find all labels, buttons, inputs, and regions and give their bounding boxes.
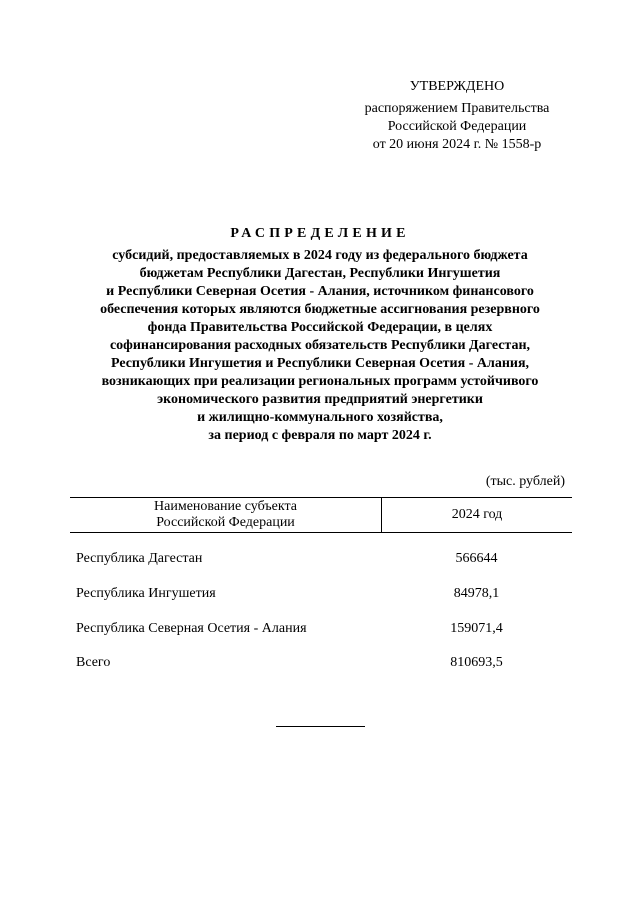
row-subject: Республика Ингушетия xyxy=(76,586,216,601)
subtitle-line: фонда Правительства Российской Федерации, в целях xyxy=(147,320,493,335)
subtitle-line: экономического развития предприятий энергетики xyxy=(157,392,483,407)
row-subject: Республика Дагестан xyxy=(76,551,203,566)
table-header xyxy=(70,497,572,533)
subtitle-line: за период с февраля по март 2024 г. xyxy=(208,428,432,443)
row-subject: Республика Северная Осетия - Алания xyxy=(76,621,307,636)
approval-line: распоряжением Правительства xyxy=(364,101,550,116)
document-title: РАСПРЕДЕЛЕНИЕ xyxy=(230,226,410,241)
end-divider xyxy=(276,726,365,727)
table-row xyxy=(70,619,572,639)
subtitle-line: Республики Ингушетия и Республики Северная Осетия - Алания, xyxy=(110,356,530,371)
subtitle-line: софинансирования расходных обязательств Республики Дагестан, xyxy=(109,338,531,353)
row-value: 84978,1 xyxy=(453,586,500,601)
table-row-total xyxy=(70,653,572,673)
subtitle-line: обеспечения которых являются бюджетные ассигнования резервного xyxy=(100,302,540,317)
row-value: 566644 xyxy=(455,551,498,566)
column-header-line: Наименование субъекта xyxy=(154,499,297,514)
subtitle-line: возникающих при реализации региональных программ устойчивого xyxy=(101,374,539,389)
column-header-year: 2024 год xyxy=(451,507,503,522)
table-row xyxy=(70,584,572,604)
approval-line: от 20 июня 2024 г. № 1558-р xyxy=(372,137,542,152)
subtitle-line: и Республики Северная Осетия - Алания, источником финансового xyxy=(106,284,534,299)
row-value: 159071,4 xyxy=(450,621,503,636)
units-label: (тыс. рублей) xyxy=(485,474,565,489)
table-row xyxy=(70,549,572,569)
row-subject: Всего xyxy=(76,655,111,670)
approval-stamp xyxy=(352,78,562,154)
subtitle-line: и жилищно-коммунального хозяйства, xyxy=(197,410,443,425)
approval-heading: УТВЕРЖДЕНО xyxy=(409,79,505,94)
subtitle-line: субсидий, предоставляемых в 2024 году из федерального бюджета xyxy=(112,248,528,263)
row-value: 810693,5 xyxy=(450,655,503,670)
column-header-line: Российской Федерации xyxy=(156,515,295,530)
document-subtitle xyxy=(70,247,570,445)
approval-line: Российской Федерации xyxy=(387,119,527,134)
subtitle-line: бюджетам Республики Дагестан, Республики Ингушетия xyxy=(139,266,501,281)
column-header-subject xyxy=(70,498,382,532)
